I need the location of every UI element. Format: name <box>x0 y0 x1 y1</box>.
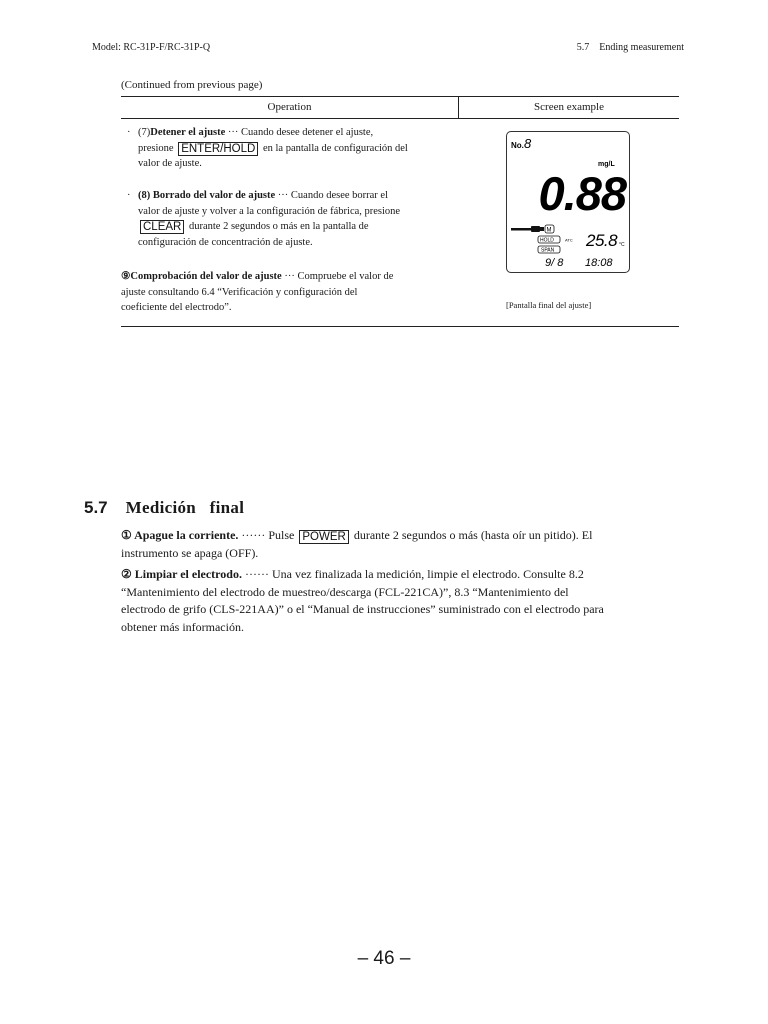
step-7-text: en la pantalla de configuración del <box>260 142 408 154</box>
continued-note: (Continued from previous page) <box>121 79 263 91</box>
lcd-no-label: No. <box>511 141 524 150</box>
enter-hold-key: ENTER/HOLD <box>178 142 258 156</box>
lcd-temp-unit: °C <box>619 242 625 248</box>
p1-text: durante 2 segundos o más (hasta oír un pitido). El <box>350 528 593 542</box>
step-8-title: (8) Borrado del valor de ajuste <box>138 190 276 201</box>
lcd-display <box>507 132 629 272</box>
section-heading <box>84 498 244 518</box>
p2-text: “Mantenimiento del electrodo de muestreo/descarga (FCL-221CA)”, 8.3 “Mantenimiento del <box>121 584 569 599</box>
lcd-date: 9/ 8 <box>545 257 564 269</box>
table-header <box>121 97 679 119</box>
p1-sep: ······ Pulse <box>238 528 295 542</box>
lcd-caption: [Pantalla final del ajuste] <box>506 300 592 310</box>
electrode-icon <box>511 226 544 232</box>
step-9-text: Compruebe el valor de <box>297 271 394 282</box>
header-section: 5.7 Ending measurement <box>576 42 684 53</box>
p2-title: ② Limpiar el electrodo. <box>121 567 242 581</box>
p1-title: ① Apague la corriente. <box>121 528 239 542</box>
separator: ··· <box>281 271 298 282</box>
lcd-atc-label: ATC <box>565 237 573 243</box>
step-8 <box>121 188 457 250</box>
page-number: – 46 – <box>357 948 411 969</box>
step-8-text: configuración de concentración de ajuste. <box>138 236 313 248</box>
lcd-hold-label: HOLD <box>540 237 554 244</box>
p1-text: instrumento se apaga (OFF). <box>121 545 259 560</box>
p2-text: ······ Una vez finalizada la medición, limpie el electrodo. Consulte 8.2 <box>241 567 584 581</box>
col-operation: Operation <box>267 101 312 113</box>
header-model: Model: RC-31P-F/RC-31P-Q <box>92 42 211 53</box>
section-title: Medición final <box>125 498 245 517</box>
step-9-text: coeficiente del electrodo”. <box>121 302 232 313</box>
paragraph-power-off <box>121 527 681 562</box>
lcd-temp-value: 25.8 <box>586 231 618 250</box>
step-7-text: valor de ajuste. <box>138 158 202 169</box>
step-9 <box>121 269 457 316</box>
step-7-text: Cuando desee detener el ajuste, <box>241 127 374 138</box>
p2-text: electrodo de grifo (CLS-221AA)” o el “Manual de instrucciones” suministrado con el electrodo para <box>121 602 604 616</box>
step-7-text: presione <box>138 142 174 154</box>
step-7-prefix: (7) <box>138 127 151 138</box>
step-8-text: durante 2 segundos o más en la pantalla de <box>186 221 369 232</box>
lcd-main-value: 0.88 <box>538 167 626 220</box>
lcd-no-value: 8 <box>524 136 532 151</box>
lcd-m-label: M <box>546 227 552 234</box>
step-7-title: Detener el ajuste <box>150 127 226 138</box>
paragraph-clean-electrode <box>121 566 681 636</box>
lcd-time: 18:08 <box>585 257 613 269</box>
p2-text: obtener más información. <box>121 619 244 634</box>
lcd-unit: mg/L <box>598 161 615 168</box>
step-9-text: ajuste consultando 6.4 “Verificación y configuración del <box>121 286 358 298</box>
operation-table <box>121 96 679 327</box>
step-8-text: Cuando desee borrar el <box>290 190 389 201</box>
section-number: 5.7 <box>84 498 108 517</box>
col-screen: Screen example <box>534 101 604 113</box>
clear-key: CLEAR <box>140 220 184 234</box>
bullet: · <box>127 127 131 138</box>
bullet: · <box>127 190 131 201</box>
separator: ··· <box>275 190 291 201</box>
power-key: POWER <box>299 530 348 544</box>
step-7 <box>121 125 457 172</box>
lcd-screen <box>506 131 630 273</box>
step-9-title: ⑨Comprobación del valor de ajuste <box>121 271 282 282</box>
lcd-span-label: SPAN <box>541 247 555 254</box>
step-8-text: valor de ajuste y volver a la configuración de fábrica, presione <box>138 205 401 217</box>
separator: ··· <box>225 127 242 138</box>
